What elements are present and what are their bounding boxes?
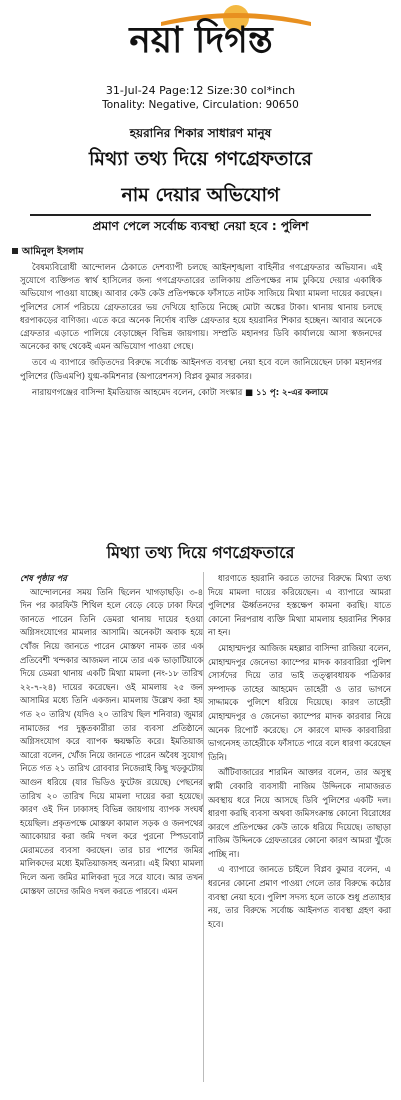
column-paragraph: মোহাম্মদপুর আজিজ মহল্লার বাসিন্দা রাজিয়া বলেন, মোহাম্মদপুর জেনেভা ক্যাম্পের মাদক কারবারিরা পুলিশ সোর্সদের দিয়ে তার ভাই তত্ত্বাবধায়ক পত্রিকার সম্পাদক তাহের আহমেদ তাহেরী ও তার ভাগনে সাদ্দামকে পুলিশে ধরিয়ে দিয়েছে। কারণ তাহেরী মোহাম্মদপুর ও জেনেভা ক্যাম্পের মাদক কারবার নিয়ে অনেক রিপোর্ট করেছে। সে কারণে মাদক কারবারিরা ভাগনেসহ তাহেরীকে ফাঁসাতে পারে বলে ধারণা করেছেন তিনি।: [208, 642, 391, 762]
newspaper-masthead: [0, 0, 401, 82]
lead-paragraph: বৈষম্যবিরোধী আন্দোলন ঠেকাতে দেশব্যাপী চলছে আইনশৃঙ্খলা বাহিনীর গণগ্রেফতার অভিযান। এই সুযোগে ব্যক্তিগত স্বার্থ হাসিলের জন্য গণগ্রেফতারের তালিকায় প্রতিপক্ষের নাম ঢুকিয়ে দেয়ার একাধিক অভিযোগ পাওয়া যাচ্ছে। আবার কেউ কেউ প্রতিপক্ষকে ফাঁসাতে নাটক সাজিয়ে মিথ্যা মামলা দায়ের করছেন। পুলিশের সোর্স পরিচয়ে গ্রেফতারের ভয় দেখিয়ে হাতিয়ে নিচ্ছে মোটা অঙ্কের টাকা। থানায় থানায় চলছে ধরপাকড়ের বাণিজ্য। এতে করে অনেক নির্দোষ ব্যক্তি গ্রেফতার হয়ে হয়রানির শিকার হচ্ছেন। আবার অনেকে গ্রেফতার এড়াতে পালিয়ে বেড়াচ্ছেন বিভিন্ন জায়গায়। সম্প্রতি মহানগর ডিবি কার্যালয়ে আসা স্বজনদের অনেকের কাছ থেকেই এমন অভিযোগ পাওয়া গেছে।: [20, 263, 382, 353]
article-headline-line1: মিথ্যা তথ্য দিয়ে গণগ্রেফতারে: [88, 148, 312, 170]
article-kicker: হয়রানির শিকার সাধারণ মানুষ: [129, 126, 272, 140]
masthead-title: নয়া দিগন্ত: [129, 20, 273, 61]
lead-paragraph: তবে এ ব্যাপারে জড়িতদের বিরুদ্ধে সর্বোচ্চ আইনগত ব্যবস্থা নেয়া হবে বলে জানিয়েছেন ঢাকা মহানগর পুলিশের (ডিএমপি) যুগ্ম-কমিশনার (অপারেশনস) বিপ্লব কুমার সরকার।: [20, 358, 382, 382]
headline-divider: [30, 214, 371, 216]
lead-paragraph-text: নারায়ণগঞ্জের বাসিন্দা ইমতিয়াজ আহমেদ বলেন, কোটা সংস্কার: [32, 387, 243, 398]
lead-paragraph: [20, 387, 382, 400]
article-byline: [12, 245, 83, 260]
column-paragraph: ধারণাতে হয়রানি করতে তাদের বিরুদ্ধে মিথ্যা তথ্য দিয়ে মামলা দায়ের করিয়েছেন। এ ব্যাপারে আমরা পুলিশের ঊর্ধ্বতনদের হস্তক্ষেপ কামনা করছি। যাতে কোনো নিরপরাধ ব্যক্তি মিথ্যা মামলায় হয়রানির শিকার না হন।: [208, 573, 391, 638]
continuation-column-left: [20, 572, 203, 900]
article-subdeck: প্রমাণ পেলে সর্বোচ্চ ব্যবস্থা নেয়া হবে : পুলিশ: [92, 219, 309, 233]
column-divider: [203, 572, 204, 1082]
column-paragraph: আঁটিবাজারের শারমিন আক্তার বলেন, তার অসুস্থ স্বামী বেকারি ব্যবসায়ী নাজিম উদ্দিনকে নামাজরত অবস্থায় ধরে নিয়ে আসছে ডিবি পুলিশের একটি দল। ধারণা করছি ব্যবসা অথবা জমিসংক্রান্ত কোনো বিরোধের কারণে প্রতিপক্ষের কেউ তাকে ধরিয়ে দিয়েছে। তাছাড়া নাজিম উদ্দিনকে গ্রেফতারের কোনো কারণ আমরা খুঁজে পাচ্ছি না।: [208, 767, 391, 859]
column-paragraph: আন্দোলনের সময় তিনি ছিলেন খাগড়াছড়ি। ৩-৪ দিন পর কারফিউ শিথিল হলে বেড়ে বেড়ে ঢাকা ফিরে জানতে পারেন তিনি ডেমরা থানায় দায়ের হওয়া অগ্নিসংযোগের মামলার আসামি। অনেকটা অবাক হয়ে খোঁজ নিয়ে জানতে পারেন মোস্তফা নামক তার এক প্রতিবেশী খন্দকার আজমল নামে তার এক ভাড়াটিয়াকে দিয়ে ডেমরা থানায় একটি মিথ্যা মামলা (নং-১৮ তারিখ ২২-৭-২৪) দায়ের করেছেন। ওই মামলায় ২৫ জন আসামির মধ্যে তিনি একজন। মামলায় উল্লেখ করা হয় গত ২০ তারিখ (যদিও ২০ তারিখ ছিল শনিবার) জুমার নামাজের পর দুষ্কৃতকারীরা তার ব্যবসা প্রতিষ্ঠানে অগ্নিসংযোগ করে ব্যাপক ক্ষয়ক্ষতি করে। ইমতিয়াজ আরো বলেন, খোঁজ নিয়ে জানতে পারেন অবৈধ সুযোগ নিতে গত ২১ তারিখ রোববার নিজেরাই কিছু খড়কুটোয় আগুন ধরিয়ে (যার ভিডিও ফুটেজ রয়েছে) পেছনের তারিখ ২০ তারিখ দিয়ে মামলা দায়ের করা হয়েছে। কারণ ওই দিন ঢাকাসহ বিভিন্ন জায়গায় ব্যাপক সংঘর্ষ হয়েছিল। প্রকৃতপক্ষে মোস্তফা কামাল সড়ক ও জনপথের অ্যাকোয়ার করা জমি দখল করে পুরনো স্পিডবোট মেরামতের ব্যবসা করছেন। তার চার পাশের জমির মালিকদের মধ্যে ইমতিয়াজসহ অন্যরা। এই মিথ্যা মামলা দিলে অন্য জমির মালিকরা দূরে সরে যাবে। আর তখন মোস্তফা তাদের জমিও দখল করতে পারবে। এমন: [20, 586, 203, 896]
masthead-logo: [66, 2, 336, 62]
column-paragraph: এ ব্যাপারে জানতে চাইলে বিপ্লব কুমার বলেন, এ ধরনের কোনো প্রমাণ পাওয়া গেলে তার বিরুদ্ধে কঠোর ব্যবস্থা নেয়া হবে। পুলিশ সদস্য হলে তাকে শুধু প্রত্যাহার নয়, তার বিরুদ্ধে সর্বোচ্চ আইনগত ব্যবস্থা গ্রহণ করা হবে।: [208, 864, 391, 929]
clipping-meta-line2: Tonality: Negative, Circulation: 90650: [102, 99, 299, 111]
byline-bullet-icon: [12, 248, 18, 254]
jump-reference: ■ ১১ পৃ: ২-এর কলামে: [244, 387, 329, 398]
continuation-column-right: [208, 572, 391, 933]
continuation-headline: মিথ্যা তথ্য দিয়ে গণগ্রেফতারে: [106, 543, 295, 562]
article-lead: [20, 262, 382, 403]
continued-label: শেষ পৃষ্ঠার পর: [20, 573, 67, 583]
clipping-meta-line1: 31-Jul-24 Page:12 Size:30 col*inch: [105, 84, 296, 97]
byline-name: আমিনুল ইসলাম: [22, 246, 84, 257]
article-headline-line2: নাম দেয়ার অভিযোগ: [121, 184, 280, 206]
